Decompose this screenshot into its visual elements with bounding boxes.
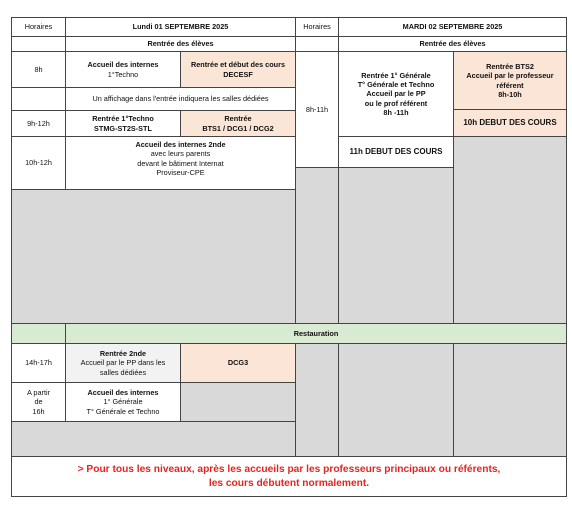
accueil-2nde-title: Accueil des internes 2nde xyxy=(135,140,226,149)
rentree-decesf-sub: DECESF xyxy=(223,69,253,79)
debut-cours-10h xyxy=(453,109,567,137)
debut-cours-11h xyxy=(338,136,454,168)
accueil-internes-techno-sub: 1°Techno xyxy=(107,69,139,79)
slot-14h-17h xyxy=(11,343,66,383)
accueil-internes-techno-title: Accueil des internes xyxy=(87,60,159,70)
rentree-bts2 xyxy=(453,51,567,110)
rentree-techno-title: Rentrée 1°Techno xyxy=(92,114,154,124)
rentree-eleves-monday xyxy=(65,36,296,52)
rentree-decesf xyxy=(180,51,296,88)
slot-8h xyxy=(11,51,66,88)
tuesday-empty-mid-top xyxy=(338,167,454,324)
slot-10h-12h xyxy=(11,136,66,190)
rentree-techno-stmg xyxy=(65,110,181,137)
rentree-generale-line5: 8h -11h xyxy=(383,107,409,117)
header-day-tuesday xyxy=(338,17,567,37)
dcg3-text: DCG3 xyxy=(227,358,249,367)
header-day-monday-text: Lundi 01 SEPTEMBRE 2025 xyxy=(132,22,229,32)
horaires-empty-2 xyxy=(295,36,339,52)
slot-9h-12h xyxy=(11,110,66,137)
rentree-generale-line1: Rentrée 1° Générale xyxy=(361,70,431,80)
rentree-eleves-monday-text: Rentrée des élèves xyxy=(147,39,214,49)
debut-cours-10h-text: 10h DEBUT DES COURS xyxy=(463,117,557,127)
debut-cours-11h-text: 11h DEBUT DES COURS xyxy=(349,146,443,156)
rentree-1-generale xyxy=(338,51,454,137)
slot-8h-text: 8h xyxy=(34,64,43,74)
slot-16h-line1: A partir xyxy=(26,388,51,397)
accueil-internes-techno xyxy=(65,51,181,88)
accueil-internes-16h-line2: T° Générale et Techno xyxy=(86,406,160,416)
slot-10h-12h-text: 10h-12h xyxy=(25,158,52,168)
slot-16h-line2: de xyxy=(34,397,43,407)
rentree-bts-title: Rentrée xyxy=(224,114,252,124)
rentree-bts-sub: BTS1 / DCG1 / DCG2 xyxy=(202,123,274,133)
rentree-2nde-line2: salles dédiées xyxy=(99,367,147,377)
footer-note-line2: les cours débutent normalement. xyxy=(208,477,370,489)
accueil-internes-2nde xyxy=(65,136,296,190)
rentree-bts2-line1: Rentrée BTS2 xyxy=(486,61,534,71)
monday-empty-bottom xyxy=(11,421,296,457)
rentree-generale-line4: ou le prof référent xyxy=(364,98,428,108)
slot-9h-12h-text: 9h-12h xyxy=(27,118,50,128)
restauration-row xyxy=(65,323,567,344)
tuesday-empty-horaires-bottom xyxy=(295,343,339,457)
rentree-bts2-line4: 8h-10h xyxy=(498,89,522,99)
rentree-generale-line2: T° Générale et Techno xyxy=(357,80,435,89)
slot-8h-11h xyxy=(295,51,339,168)
slot-a-partir-16h xyxy=(11,382,66,422)
restauration-horaires xyxy=(11,323,66,344)
rentree-eleves-tuesday xyxy=(338,36,567,52)
header-horaires-right xyxy=(295,17,339,37)
slot-8h-11h-text: 8h-11h xyxy=(305,104,329,114)
horaires-empty-3 xyxy=(11,87,66,111)
tuesday-empty-right-bottom xyxy=(453,343,567,457)
restauration-text: Restauration xyxy=(293,328,339,338)
footer-note xyxy=(11,456,567,497)
header-horaires-right-text: Horaires xyxy=(303,22,331,32)
rentree-2nde xyxy=(65,343,181,383)
rentree-2nde-line1: Accueil par le PP dans les xyxy=(80,358,166,368)
accueil-2nde-line1: avec leurs parents xyxy=(150,149,211,159)
dcg3-cell xyxy=(180,343,296,383)
accueil-2nde-line2: devant le bâtiment Internat xyxy=(137,158,224,168)
rentree-eleves-tuesday-text: Rentrée des élèves xyxy=(419,39,486,49)
tuesday-empty-mid-bottom xyxy=(338,343,454,457)
footer-note-line1: > Pour tous les niveaux, après les accueils par les professeurs principaux ou référents, xyxy=(77,464,501,476)
rentree-bts1-dcg xyxy=(180,110,296,137)
monday-empty-block xyxy=(11,189,296,324)
slot-16h-line3: 16h xyxy=(32,406,45,416)
accueil-internes-16h-line1: 1° Générale xyxy=(103,397,143,407)
rentree-bts2-line3: référent xyxy=(496,80,524,90)
rentree-techno-sub: STMG-ST2S-STL xyxy=(94,123,152,133)
accueil-internes-16h xyxy=(65,382,181,422)
header-day-monday xyxy=(65,17,296,37)
slot-14h-17h-text: 14h-17h xyxy=(25,358,52,368)
header-horaires-left xyxy=(11,17,66,37)
rentree-generale-line3: Accueil par le PP xyxy=(366,89,426,99)
rentree-2nde-title: Rentrée 2nde xyxy=(99,349,147,358)
header-horaires-left-text: Horaires xyxy=(24,22,53,32)
tuesday-empty-horaires-top xyxy=(295,167,339,324)
header-day-tuesday-text: MARDI 02 SEPTEMBRE 2025 xyxy=(402,22,503,32)
accueil-internes-16h-title: Accueil des internes xyxy=(87,388,159,397)
rentree-decesf-title: Rentrée et début des cours xyxy=(190,60,286,70)
tuesday-empty-right-top xyxy=(453,136,567,324)
monday-empty-16h xyxy=(180,382,296,422)
affichage-note-text: Un affichage dans l'entrée indiquera les salles dédiées xyxy=(92,94,269,104)
horaires-empty-1 xyxy=(11,36,66,52)
rentree-bts2-line2: Accueil par le professeur xyxy=(466,71,554,81)
accueil-2nde-line3: Proviseur-CPE xyxy=(156,167,205,177)
affichage-note xyxy=(65,87,296,111)
